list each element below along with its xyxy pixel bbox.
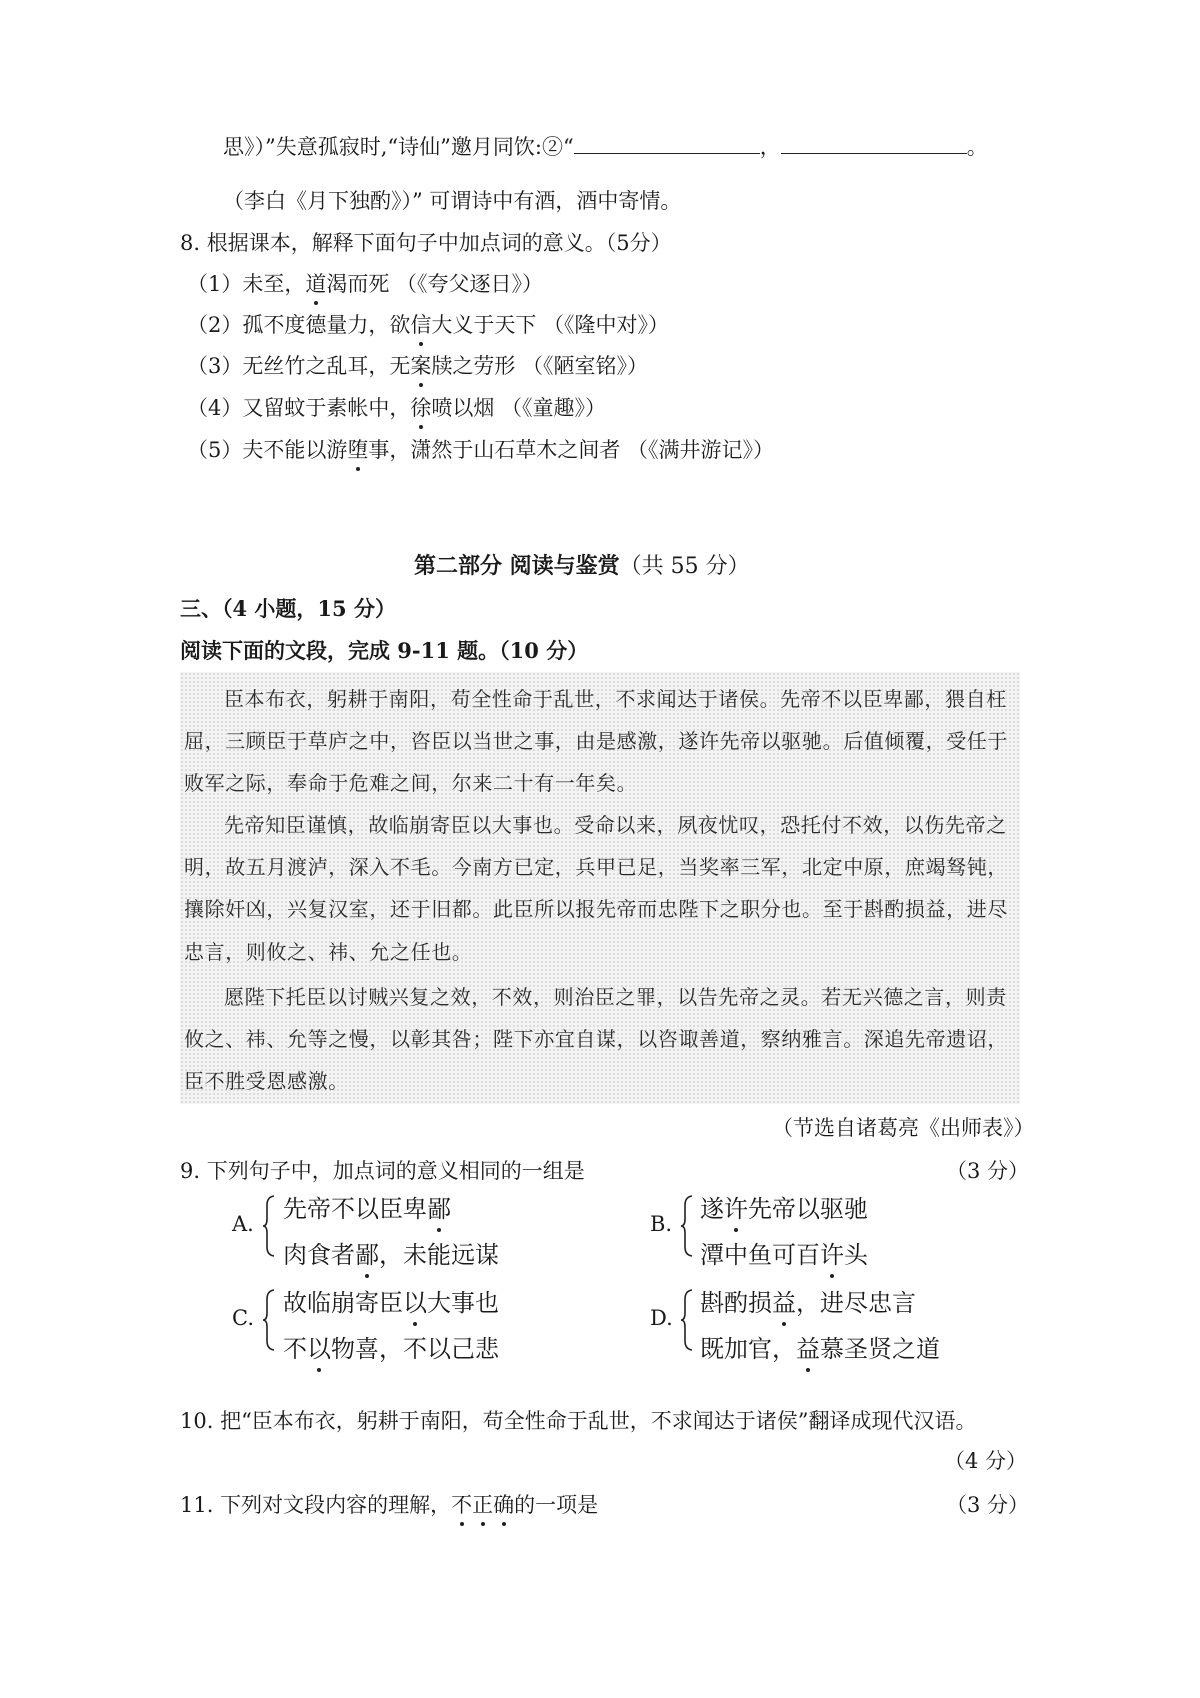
passage-line: 愿陛下托臣以讨贼兴复之效，不效，则治臣之罪，以告先帝之灵。若无兴德之言，则责 (224, 985, 1007, 1009)
q8-prompt: 8. 根据课本，解释下面句子中加点词的意义。（5分） (180, 231, 672, 255)
passage-line: 攸之、祎、允等之慢，以彰其咎；陛下亦宜自谋，以咨诹善道，察纳雅言。深追先帝遗诏， (184, 1027, 1008, 1051)
dotted-word: 益 (796, 1332, 820, 1366)
q8-item-5: （5）夫不能以游堕事，潇然于山石草木之间者 （《满井游记》） (187, 435, 774, 465)
option-a-label[interactable]: A. (232, 1212, 254, 1236)
answer-blank-2[interactable] (781, 131, 967, 154)
option-c-label[interactable]: C. (232, 1306, 254, 1330)
dotted-word: 鄙 (427, 1192, 451, 1226)
q8-item-1: （1）未至，道渴而死 （《夸父逐日》） (187, 269, 543, 299)
fill-blank-source: （李白《月下独酌》）” 可谓诗中有酒，酒中寄情。 (223, 189, 682, 213)
passage-line: 先帝知臣谨慎，故临崩寄臣以大事也。受命以来，夙夜忧叹，恐托付不效，以伤先帝之 (224, 813, 1007, 837)
dotted-word: 许 (724, 1192, 748, 1226)
option-d-line-2: 既加官，益慕圣贤之道 (700, 1332, 940, 1366)
option-d-label[interactable]: D. (650, 1306, 673, 1330)
dotted-word: 以 (307, 1332, 331, 1366)
option-b-line-1: 遂许先帝以驱驰 (700, 1192, 868, 1226)
option-b-line-2: 潭中鱼可百许头 (700, 1238, 868, 1272)
option-a-line-2: 肉食者鄙，未能远谋 (283, 1238, 499, 1272)
q8-item-4: （4）又留蚊于素帐中，徐喷以烟 （《童趣》） (187, 393, 606, 423)
brace-icon (262, 1289, 276, 1351)
passage-line: 明，故五月渡泸，深入不毛。今南方已定，兵甲已足，当奖率三军，北定中原，庶竭驽钝， (184, 855, 1008, 879)
dotted-word: 道 (305, 269, 326, 299)
option-b-label[interactable]: B. (650, 1212, 673, 1236)
option-c-line-2: 不以物喜，不以己悲 (283, 1332, 499, 1366)
dotted-word: 益 (772, 1286, 796, 1320)
fill-blank-line: 思》）”失意孤寂时,“诗仙”邀月同饮:②“ ， 。 (223, 131, 988, 162)
passage-source: （节选自诸葛亮《出师表》） (772, 1116, 1035, 1140)
dotted-word: 信 (410, 310, 431, 340)
option-a-line-1: 先帝不以臣卑鄙 (283, 1192, 451, 1226)
passage-line: 屈，三顾臣于草庐之中，咨臣以当世之事，由是感激，遂许先帝以驱驰。后值倾覆，受任于 (184, 729, 1008, 753)
q11-score: （3 分） (946, 1493, 1030, 1517)
passage-line: 臣本布衣，躬耕于南阳，苟全性命于乱世，不求闻达于诸侯。先帝不以臣卑鄙，猥自枉 (224, 687, 1007, 711)
q10-score: （4 分） (944, 1449, 1028, 1473)
q9-score: （3 分） (946, 1159, 1030, 1183)
answer-blank-1[interactable] (574, 131, 760, 154)
part2-title: 第二部分 阅读与鉴赏（共 55 分） (414, 553, 750, 579)
dotted-word: 鄙 (355, 1238, 379, 1272)
dotted-word: 徐 (410, 393, 431, 423)
passage-line: 臣不胜受恩感激。 (184, 1069, 349, 1093)
q11-prompt: 11. 下列对文段内容的理解，不正确的一项是 (180, 1490, 598, 1520)
brace-icon (680, 1289, 694, 1351)
dotted-word: 许 (820, 1238, 844, 1272)
dotted-word: 确 (493, 1490, 514, 1520)
dotted-word: 案 (410, 351, 431, 381)
option-c-line-1: 故临崩寄臣以大事也 (283, 1286, 499, 1320)
brace-icon (680, 1195, 694, 1257)
q8-item-3: （3）无丝竹之乱耳，无案牍之劳形 （《陋室铭》） (187, 351, 648, 381)
dotted-word: 以 (403, 1286, 427, 1320)
q8-item-2: （2）孤不度德量力，欲信大义于天下 （《隆中对》） (187, 310, 669, 340)
dotted-word: 堕 (347, 435, 368, 465)
passage-box (180, 672, 1020, 1104)
dotted-word: 正 (472, 1490, 493, 1520)
reading-instruction: 阅读下面的文段，完成 9-11 题。（10 分） (180, 638, 589, 663)
section-heading: 三、（4 小题，15 分） (180, 596, 396, 621)
option-d-line-1: 斟酌损益，进尽忠言 (700, 1286, 916, 1320)
passage-line: 忠言，则攸之、祎、允之任也。 (184, 940, 473, 964)
q9-prompt: 9. 下列句子中，加点词的意义相同的一组是 (180, 1159, 585, 1183)
dotted-word: 不 (451, 1490, 472, 1520)
brace-icon (262, 1195, 276, 1257)
passage-line: 败军之际，奉命于危难之间，尔来二十有一年矣。 (184, 771, 638, 795)
passage-line: 攘除奸凶，兴复汉室，还于旧都。此臣所以报先帝而忠陛下之职分也。至于斟酌损益，进尽 (184, 897, 1008, 921)
q10-prompt: 10. 把“臣本布衣，躬耕于南阳，苟全性命于乱世，不求闻达于诸侯”翻译成现代汉语。 (180, 1409, 977, 1433)
